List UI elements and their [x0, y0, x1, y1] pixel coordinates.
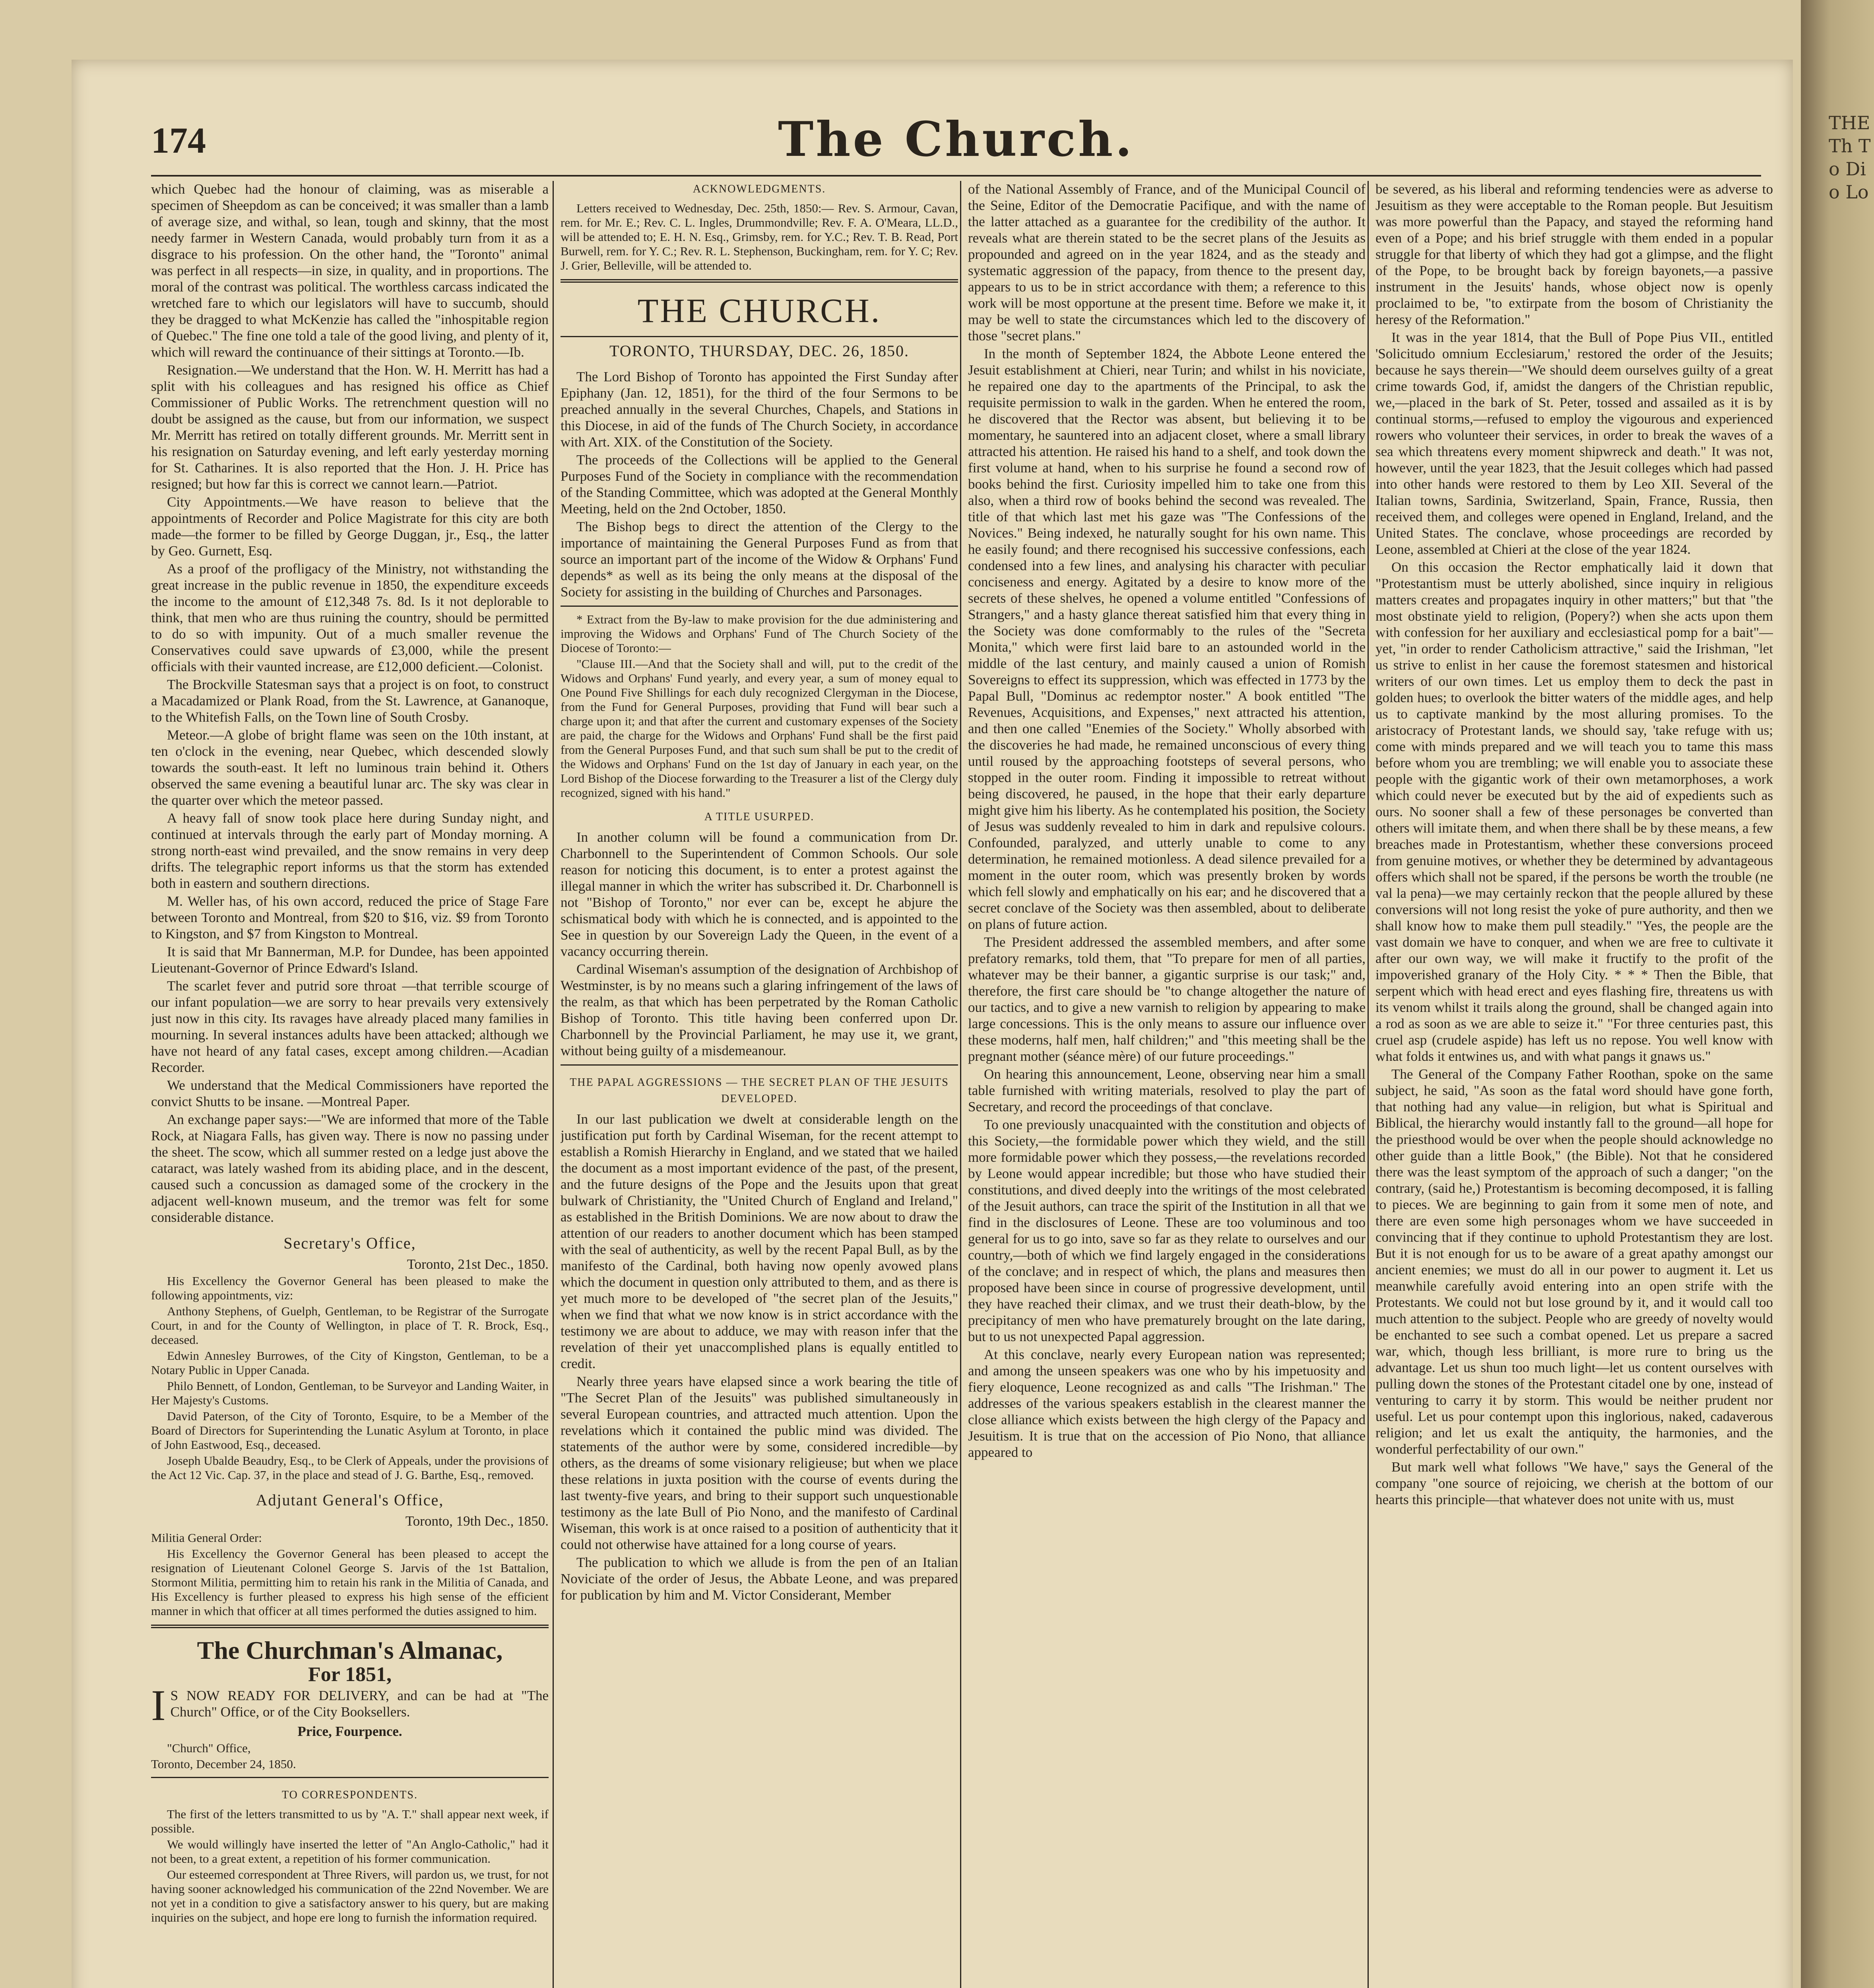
secretary-para: Edwin Annesley Burrowes, of the City of Kingston, Gentleman, to be a Notary Public in Upper Canada.	[151, 1349, 549, 1377]
footnote-rule	[561, 606, 958, 607]
correspondents-rule	[151, 1777, 549, 1778]
correspondents-para: We would willingly have inserted the letter of "An Anglo-Catholic," had it not been, to a great extent, a repetition of his former communication.	[151, 1837, 549, 1866]
col4-para: be severed, as his liberal and reforming tendencies were as adverse to Jesuitism as they were acceptable to the Roman people. But Jesuitism was more powerful than the Papacy, and stayed the reforming hand even of a Pope; and his brief struggle with them ended in a popular struggle for that liberty of which they had got a glimpse, and the flight of the Pope, to be brought back by foreign bayonets,—a passive instrument in the Jesuits' hands, whose object now is openly proclaimed to be, "to extirpate from the bosom of Christianity the heresy of the Reformation."	[1375, 181, 1773, 327]
papal-heading: THE PAPAL AGGRESSIONS — THE SECRET PLAN OF THE JESUITS DEVELOPED.	[570, 1076, 949, 1105]
footnote-para: * Extract from the By-law to make provision for the due administering and improving the Widows and Orphans' Fund of The Church Society of the Diocese of Toronto:—	[561, 612, 958, 655]
column-3	[968, 181, 1366, 1988]
almanac-text: S NOW READY FOR DELIVERY, and can be had at "The Church" Office, or of the City Booksellers.	[170, 1688, 549, 1720]
militia-order-label: Militia General Order:	[151, 1531, 262, 1545]
editorial-para: The proceeds of the Collections will be applied to the General Purposes Fund of the Society in compliance with the recommendation of the Standing Committee, which was adopted at the General Monthly Meeting, held on the 2nd October, 1850.	[561, 452, 958, 516]
article-resignation: Resignation.—We understand that the Hon. W. H. Merritt has had a split with his colleagues and has resigned his office as Chief Commissioner of Public Works. The retrenchment question will no doubt be assigned as the cause, but from our information, we suspect Mr. Merritt has retired on totally different grounds. Mr. Merritt sent in his resignation on Saturday evening, and left early yesterday morning for St. Catharines. It is also reported that the Hon. J. H. Price has resigned; but how far this is correct we cannot learn.—Patriot.	[151, 362, 549, 492]
almanac-office: "Church" Office,	[167, 1741, 251, 1755]
usurped-para: In another column will be found a communication from Dr. Charbonnell to the Superintendent of Common Schools. Our sole reason for noticing this document, is to enter a protest against the illegal manner in which the writer has subscribed it. Dr. Charbonnell is not "Bishop of Toronto," nor ever can be, except he abjure the schismatical body with which he is connected, and is appointed to the See in question by our Sovereign Lady the Queen, in the event of a vacancy occurring therein.	[561, 829, 958, 959]
almanac-rule	[151, 1625, 549, 1628]
article-snow: A heavy fall of snow took place here during Sunday night, and continued at intervals through the early part of Monday morning. A strong north-east wind prevailed, and the snow remains in very deep drifts. The telegraphic report informs us that the storm has extended both in eastern and southern directions.	[151, 810, 549, 891]
editorial-rule-top	[561, 279, 958, 283]
secretary-para: Anthony Stephens, of Guelph, Gentleman, to be Registrar of the Surrogate Court, in and for the County of Wellington, in place of T. R. Brock, Esq., deceased.	[151, 1304, 549, 1347]
article-meteor: Meteor.—A globe of bright flame was seen on the 10th instant, at ten o'clock in the evening, near Quebec, which descended slowly towards the south-east. It left no luminous train behind it. Others observed the same evening a beautiful lunar arc. The sky was clear in the quarter over which the meteor passed.	[151, 727, 549, 808]
column-2	[561, 181, 958, 1988]
secretary-para: David Paterson, of the City of Toronto, Esquire, to be a Member of the Board of Directors for Superintending the Lunatic Asylum at Toronto, in place of John Eastwood, Esq., deceased.	[151, 1409, 549, 1452]
article-scarlet-fever: The scarlet fever and putrid sore throat —that terrible scourge of our infant population—we are sorry to hear prevails very extensively just now in this city. Its ravages have already placed many families in mourning. In several instances adults have been attacked; although we have not heard of any fatal cases, except among children.—Acadian Recorder.	[151, 978, 549, 1075]
editorial-rule-mid	[561, 336, 958, 337]
paper-name: The Church.	[778, 111, 1134, 167]
papal-rule	[561, 1064, 958, 1066]
papal-para: In our last publication we dwelt at considerable length on the justification put forth by Cardinal Wiseman, for the recent attempt to establish a Romish Hierarchy in England, and we stated that we hailed the document as a most important evidence of the past, of the present, and the future designs of the Pope and the Jesuits upon that great bulwark of Christianity, the "United Church of England and Ireland," as established in the British Dominions. We are now about to draw the attention of our readers to another document which has been stamped with the seal of authenticity, as well by the recent Papal Bull, as by the manifesto of the Cardinal, both having now openly avowed plans which the document in question only attributed to them, and as there is yet much more to be developed of "the secret plan of the Jesuits," when we find that what we now know is in strict accordance with the testimony we are about to adduce, we may with reason infer that the revelation of their yet unaccomplished plans is equally entitled to credit.	[561, 1111, 958, 1371]
secretary-para: Joseph Ubalde Beaudry, Esq., to be Clerk of Appeals, under the provisions of the Act 12 Vic. Cap. 37, in the place and stead of J. G. Barthe, Esq., removed.	[151, 1454, 549, 1482]
editorial-title: THE CHURCH.	[637, 291, 881, 330]
col3-para: In the month of September 1824, the Abbote Leone entered the Jesuit establishment at Chieri, near Turin; and whilst in his noviciate, he repaired one day to the apartments of the Principal, to ask the requisite permission to walk in the garden. When he entered the room, he discovered that the Rector was absent, but believing it to be momentary, he sauntered into an adjacent closet, where a small library attracted his attention. He raised his hand to a shelf, and took down the first volume at hand, when to his surprise he found a second row of books behind the first. Curiosity impelled him to take one from this also, when a third row of books behind the second was revealed. The title of that which last met his gaze was "The Confessions of the Novices." Being indexed, he naturally sought for his own name. This he easily found; and there recognised his successive confessions, each condensed into a few lines, and analysing his character with peculiar conciseness and energy. Agitated by a desire to know more of the secrets of these shelves, he opened a volume entitled "Confessions of Strangers," and a hasty glance thereat satisfied him that every thing in the Society was done comformably to the rules of the "Secreta Monita," which were first laid bare to an astounded world in the middle of the last century, and mainly caused a union of Romish Sovereigns to effect its suppression, which was effected in 1773 by the Papal Bull, "Dominus ac redemptor noster." A book entitled "The Revenues, Acquisitions, and Expenses," next attracted his attention, and then one called "Enemies of the Society." Wholly absorbed with the discoveries he had made, he remained unconscious of every thing until roused by the approaching footsteps of several persons, who stopped in the outer room. Finding it impossible to retreat without being discovered, he paused, in the hope that their early departure might give him his liberty. As he contemplated his position, the Society of Jesus was suddenly revealed to him in dark and repulsive colours. Confounded, paralyzed, and utterly unable to come to any determination, he remained motionless. A dead silence prevailed for a moment in the outer room, which was presently broken by words which fell slowly and emphatically on his ear; and he discovered that a secret conclave of the Society was then assembled, about to deliberate on plans of future action.	[968, 346, 1366, 932]
col3-para: To one previously unacquainted with the constitution and objects of this Society,—the formidable power which they wield, and the still more formidable power which they possess,—the revelations recorded by Leone would appear incredible; but those who have studied their constitutions, and dived deeply into the writings of the most celebrated of the Jesuit authors, can trace the spirit of the Institution in all that we find in the disclosures of Leone. These are too voluminous and too general for us to go into, save so far as they relate to ourselves and our country,—both of which we find largely engaged in the considerations of the conclave; and in respect of which, the plans and measures then proposed have been since in course of progressive development, until they have reached their climax, and we trust their death-blow, by the precipitancy of men who have prematurely brought on the late daring, but to us not unexpected Papal aggression.	[968, 1117, 1366, 1344]
almanac-year: For 1851,	[308, 1663, 392, 1686]
article-brockville: The Brockville Statesman says that a project is on foot, to construct a Macadamized or Plank Road, from the St. Lawrence, at Gananoque, to the Whitefish Falls, on the Town line of South Crosby.	[151, 677, 549, 725]
almanac-date: Toronto, December 24, 1850.	[151, 1757, 296, 1771]
correspondents-heading: TO CORRESPONDENTS.	[282, 1789, 418, 1801]
col4-para: On this occasion the Rector emphatically laid it down that "Protestantism must be utterly abolished, since inquiry in religious matters creates and propagates inquiry in other matters;" but that "the most obstinate yield to religion, (Popery?) when she acts upon them with confession for her auxiliary and ecclesiastical pomp for a bait"—yet, "in order to render Catholicism attractive," said the Irishman, "let us strive to enlist in her cause the foremost statesmen and historical writers of our own times. Let us employ them to deck the past in golden hues; to overlook the bitter waters of the middle ages, and help us to captivate mankind by the most alluring promises. To the aristocracy of Protestant lands, we should say, 'take refuge with us; come with minds prepared and we will teach you to tame this mass before whom you are trembling; we will enable you to associate these people with the gigantic work of their own metamorphoses, a work which could never be executed but by the aid of expedients such as ours. No sooner shall a few of these personages be converted than others will imitate them, and when there shall be by these means, a few breaches made in Protestantism, whether these conversions proceed from genuine motives, or whether they be determined by advantageous offers which shall not be spared, if the persons be worth the trouble (ne val la pena)—we may certainly reckon that the people allured by these conversions will not long resist the yoke of pure authority, and then we shall know how to make them pull steadily." "Yes, the people are the vast domain we have to conquer, and when we are free to cultivate it after our own way, we will make it fructify to the profit of the impoverished granary of the Holy City. * * * Then the Bible, that serpent which with head erect and eyes flashing fire, threatens us with its venom whilst it trails along the ground, shall be changed again into a rod as soon as we are able to seize it." "For three centuries past, this cruel asp (crudele aspide) has left us no repose. You well know with what folds it entwines us, and with what pangs it gnaws us."	[1375, 559, 1773, 1064]
article-city-appointments: City Appointments.—We have reason to believe that the appointments of Recorder and Police Magistrate for this city are both made—the former to be filled by George Duggan, jr., Esq., the latter by Geo. Gurnett, Esq.	[151, 494, 549, 559]
papal-para: The publication to which we allude is from the pen of an Italian Noviciate of the order of Jesus, the Abbate Leone, and was prepared for publication by him and M. Victor Considerant, Member	[561, 1555, 958, 1603]
article-weller: M. Weller has, of his own accord, reduced the price of Stage Fare between Toronto and Montreal, from $20 to $16, viz. $9 from Toronto to Kingston, and $7 from Kingston to Montreal.	[151, 893, 549, 942]
column-1	[151, 181, 549, 1988]
almanac-price: Price, Fourpence.	[297, 1724, 402, 1739]
col3-para: The President addressed the assembled members, and after some prefatory remarks, told them, that "To prepare for men of all parties, whatever may be their banner, a gigantic surprise is our task;" and, therefore, the first care should be "to change altogether the nature of our tactics, and to give a new varnish to religion by appearing to make large concessions. This is the only means to assure our influence over these moderns, half men, half children;" and "this meeting shall be the pregnant mother (séance mère) of our future proceedings."	[968, 934, 1366, 1064]
article-quebec-sheep: which Quebec had the honour of claiming, was as miserable a specimen of Sheepdom as can be conceived; it was smaller than a lamb of average size, and withal, so lean, tough and skinny, that the most needy farmer in Western Canada, would probably turn from it as a disgrace to his profession. On the other hand, the "Toronto" animal was perfect in all respects—in size, in quality, and in proportions. The moral of the contrast was political. The worthless carcass indicated the wretched fare to which our legislators will have to succumb, should they be dragged to what McKenzie has called the "inhospitable region of Quebec." The fine one told a tale of the good living, and plenty of it, which will reward the continuance of their sittings at Toronto.—Ib.	[151, 181, 549, 360]
adjutant-dateline: Toronto, 19th Dec., 1850.	[405, 1513, 549, 1529]
secretary-heading: Secretary's Office,	[283, 1234, 416, 1252]
article-profligacy: As a proof of the profligacy of the Ministry, not withstanding the great increase in the public revenue in 1850, the expenditure exceeds the income to the amount of £12,348 7s. 8d. Is it not deplorable to think, that men who are thus ruining the country, should be permitted to do so with impunity. Out of a much smaller revenue the Conservatives could save upwards of £3,000, while the present officials with their vaunted increase, are £12,000 deficient.—Colonist.	[151, 561, 549, 674]
page-number: 174	[151, 120, 206, 161]
col4-para: But mark well what follows "We have," says the General of the company "one source of rejoicing, we cherish at the bottom of our hearts this principle—that whatever does not unite with us, must	[1375, 1459, 1773, 1507]
secretary-dateline: Toronto, 21st Dec., 1850.	[407, 1256, 549, 1272]
page-fold-edge	[1801, 0, 1874, 1988]
usurped-heading: A TITLE USURPED.	[704, 811, 815, 823]
col3-para: On hearing this announcement, Leone, observing near him a small table furnished with writing materials, resolved to play the part of Secretary, and record the proceedings of that conclave.	[968, 1066, 1366, 1114]
acknowledgments-text: Letters received to Wednesday, Dec. 25th, 1850:— Rev. S. Armour, Cavan, rem. for Mr. E.; Rev. C. L. Ingles, Drummondville; Rev. F. A. O'Meara, LL.D., will be attended to; E. H. N. Esq., Grimsby, rem. for Y.C.; Rev. T. B. Read, Port Burwell, rem. for Y. C.; Rev. R. L. Stephenson, Buckingham, rem. for Y. C; Rev. J. Grier, Belleville, will be attended to.	[561, 201, 958, 272]
column-rule-1	[553, 181, 554, 1988]
adjacent-page-fragment: THE Th To Dio Lo	[1829, 112, 1871, 203]
acknowledgments-heading: ACKNOWLEDGMENTS.	[693, 183, 826, 195]
editorial-para: The Bishop begs to direct the attention of the Clergy to the importance of maintaining the General Purposes Fund as from that source an important part of the income of the Widow & Orphans' Fund depends* as well as its being the only means at the disposal of the Society for assisting in the building of Churches and Parsonages.	[561, 519, 958, 600]
editorial-dateline: TORONTO, THURSDAY, DEC. 26, 1850.	[609, 342, 909, 360]
papal-para: Nearly three years have elapsed since a work bearing the title of "The Secret Plan of the Jesuits" was published simultaneously in several European countries, and attracted much attention. Upon the revelations which it contained the public mind was divided. The statements of the author were by some, considered incredible—by others, as the dreams of some visionary religieuse; but when we place these relations in juxta position with the course of events during the last twenty-five years, and bring to their support such unquestionable testimony as the late Bull of Pio Nono, and the manifesto of Cardinal Wiseman, this work is at once raised to a position of authenticity that it could not otherwise have attained for a long course of years.	[561, 1374, 958, 1552]
article-medical-commissioners: We understand that the Medical Commissioners have reported the convict Shutts to be insane. —Montreal Paper.	[151, 1077, 549, 1109]
col4-para: The General of the Company Father Roothan, spoke on the same subject, he said, "As soon as the fatal word should have gone forth, that nothing had any value—in religion, but what is Spiritual and Biblical, the hierarchy would instantly fall to the ground—all hope for the priesthood would be over when the people should acknowledge no other guide than a little Book," (the Bible). Not that he considered there was the least symptom of the approach of such a danger; "on the contrary, (said he,) Protestantism is becoming decomposed, it is falling to pieces. We are beginning to gain from it some men of note, and there are even some high personages whom we have succeeded in convincing that if they continue to uphold Protestantism they are lost. But it is not enough for us to be aware of a great apathy amongst our ancient enemies; we must do all in our power to augment it. Let us meanwhile carefully avoid entering into an open strife with the Protestants. We could not but lose ground by it, and it would call too much attention to the subject. People who are greedy of novelty would be enchanted to see such a combat opened. Let us prepare a sacred war, which, though less brilliant, is more rure to bring us the advantage. Let us shun too much light—let us content ourselves with pulling down the stones of the Protestant citadel one by one, instead of venturing to carry it by storm. This would be neither prudent nor useful. Let us pour contempt upon this inglorious, naked, cadaverous religion; and let us exalt the antiquity, the harmonies, and the wonderful perfectability of our own."	[1375, 1066, 1773, 1457]
correspondents-para: The first of the letters transmitted to us by "A. T." shall appear next week, if possible.	[151, 1807, 549, 1835]
almanac-title: The Churchman's Almanac,	[197, 1636, 503, 1664]
secretary-para: Philo Bennett, of London, Gentleman, to be Surveyor and Landing Waiter, in Her Majesty's Customs.	[151, 1379, 549, 1407]
usurped-para: Cardinal Wiseman's assumption of the designation of Archbishop of Westminster, is by no means such a glaring infringement of the laws of the realm, as that which has been perpetrated by the Roman Catholic Bishop of Toronto. This title having been conferred upon Dr. Charbonnell by the Provincial Parliament, he may use it, we grant, without being guilty of a misdemeanour.	[561, 961, 958, 1058]
column-4	[1375, 181, 1773, 1988]
article-table-rock: An exchange paper says:—"We are informed that more of the Table Rock, at Niagara Falls, has given way. There is now no passing under the sheet. The scow, which all summer rested on a ledge just above the cataract, was lately washed from its abiding place, and in the descent, caused such a concussion as damaged some of the crockery in the adjacent well-known museum, and the tremor was felt for some considerable distance.	[151, 1112, 549, 1225]
col4-para: It was in the year 1814, that the Bull of Pope Pius VII., entitled 'Solicitudo omnium Ecclesiarum,' restored the order of the Jesuits; because he says therein—"We should deem ourselves guilty of a great crime towards God, if, amidst the dangers of the Christian republic, we,—placed in the bark of St. Peter, tossed and assailed as it is by continual storms,—refused to employ the vigourous and experienced rowers who volunteer their services, in order to break the waves of a sea which threatens every moment shipwreck and death." It was not, however, until the year 1823, that the Jesuit colleges which had passed into other hands were restored to them by Leo XII. Several of the Italian towns, Sardinia, Switzerland, Spain, France, Russia, then received them, and colleges were opened in England, Ireland, and the United States. The conclave, whose proceedings are recorded by Leone, assembled at Chieri at the close of the year 1824.	[1375, 330, 1773, 557]
masthead	[151, 107, 1761, 175]
adjutant-heading: Adjutant General's Office,	[256, 1491, 444, 1509]
col3-para: of the National Assembly of France, and of the Municipal Council of the Seine, Editor of the Democratie Pacifique, and with the name of the latter attached as a guarantee for the credibility of the author. It reveals what are therein stated to be the secret plans of the Jesuits as propounded and agreed on in the year 1824, and as the steady and systematic aggression of the papacy, from thence to the present day, appears to us to be in strict accordance with them; a reference to this work will be most opportune at the present time. Before we make it, it may be well to state the circumstances which led to the discovery of those "secret plans."	[968, 181, 1366, 344]
footnote-para: "Clause III.—And that the Society shall and will, put to the credit of the Widows and Orphans' Fund yearly, and every year, a sum of money equal to One Pound Five Shillings for each duly recognized Clergyman in the Diocese, from the Fund for General Purposes, providing that Fund will bear such a charge upon it; and that after the current and customary expenses of the Society are paid, the charge for the Widows and Orphans' Fund shall be the first paid from the General Purposes Fund, and that such sum shall be put to the credit of the Widows and Orphans' Fund on the 1st day of January in each year, on the Lord Bishop of the Diocese forwarding to the Treasurer a list of the Clergy duly recognized, signed with his hand."	[561, 657, 958, 800]
col3-para: At this conclave, nearly every European nation was represented; and among the unseen speakers was one who by his impetuosity and fiery eloquence, Leone recognized as and calls "The Irishman." The addresses of the various speakers establish in the clearest manner the close alliance which exists between the high clergy of the Papacy and Jesuitism. It is true that on the accession of Pio Nono, that alliance appeared to	[968, 1347, 1366, 1460]
secretary-para: His Excellency the Governor General has been pleased to make the following appointments, viz:	[151, 1274, 549, 1302]
almanac-dropcap: I	[151, 1681, 166, 1730]
column-rule-3	[1368, 181, 1369, 1988]
editorial-para: The Lord Bishop of Toronto has appointed the First Sunday after Epiphany (Jan. 12, 1851), for the third of the four Sermons to be preached annually in the several Churches, Chapels, and Stations in this Diocese, in aid of the funds of The Church Society, in accordance with Art. XIX. of the Constitution of the Society.	[561, 369, 958, 450]
article-bannerman: It is said that Mr Bannerman, M.P. for Dundee, has been appointed Lieutenant-Governor of Prince Edward's Island.	[151, 944, 549, 976]
masthead-rule	[151, 175, 1761, 177]
column-rule-2	[960, 181, 961, 1988]
correspondents-para: Our esteemed correspondent at Three Rivers, will pardon us, we trust, for not having sooner acknowledged his communication of the 22nd November. We are not yet in a condition to give a satisfactory answer to his query, but are making inquiries on the subject, and hope ere long to furnish the information required.	[151, 1868, 549, 1924]
adjutant-text: His Excellency the Governor General has been pleased to accept the resignation of Lieutenant Colonel George S. Jarvis of the 1st Battalion, Stormont Militia, permitting him to retain his rank in the Militia of Canada, and His Excellency is further pleased to express his high sense of the efficient manner in which that officer at all times performed the duties assigned to him.	[151, 1547, 549, 1618]
